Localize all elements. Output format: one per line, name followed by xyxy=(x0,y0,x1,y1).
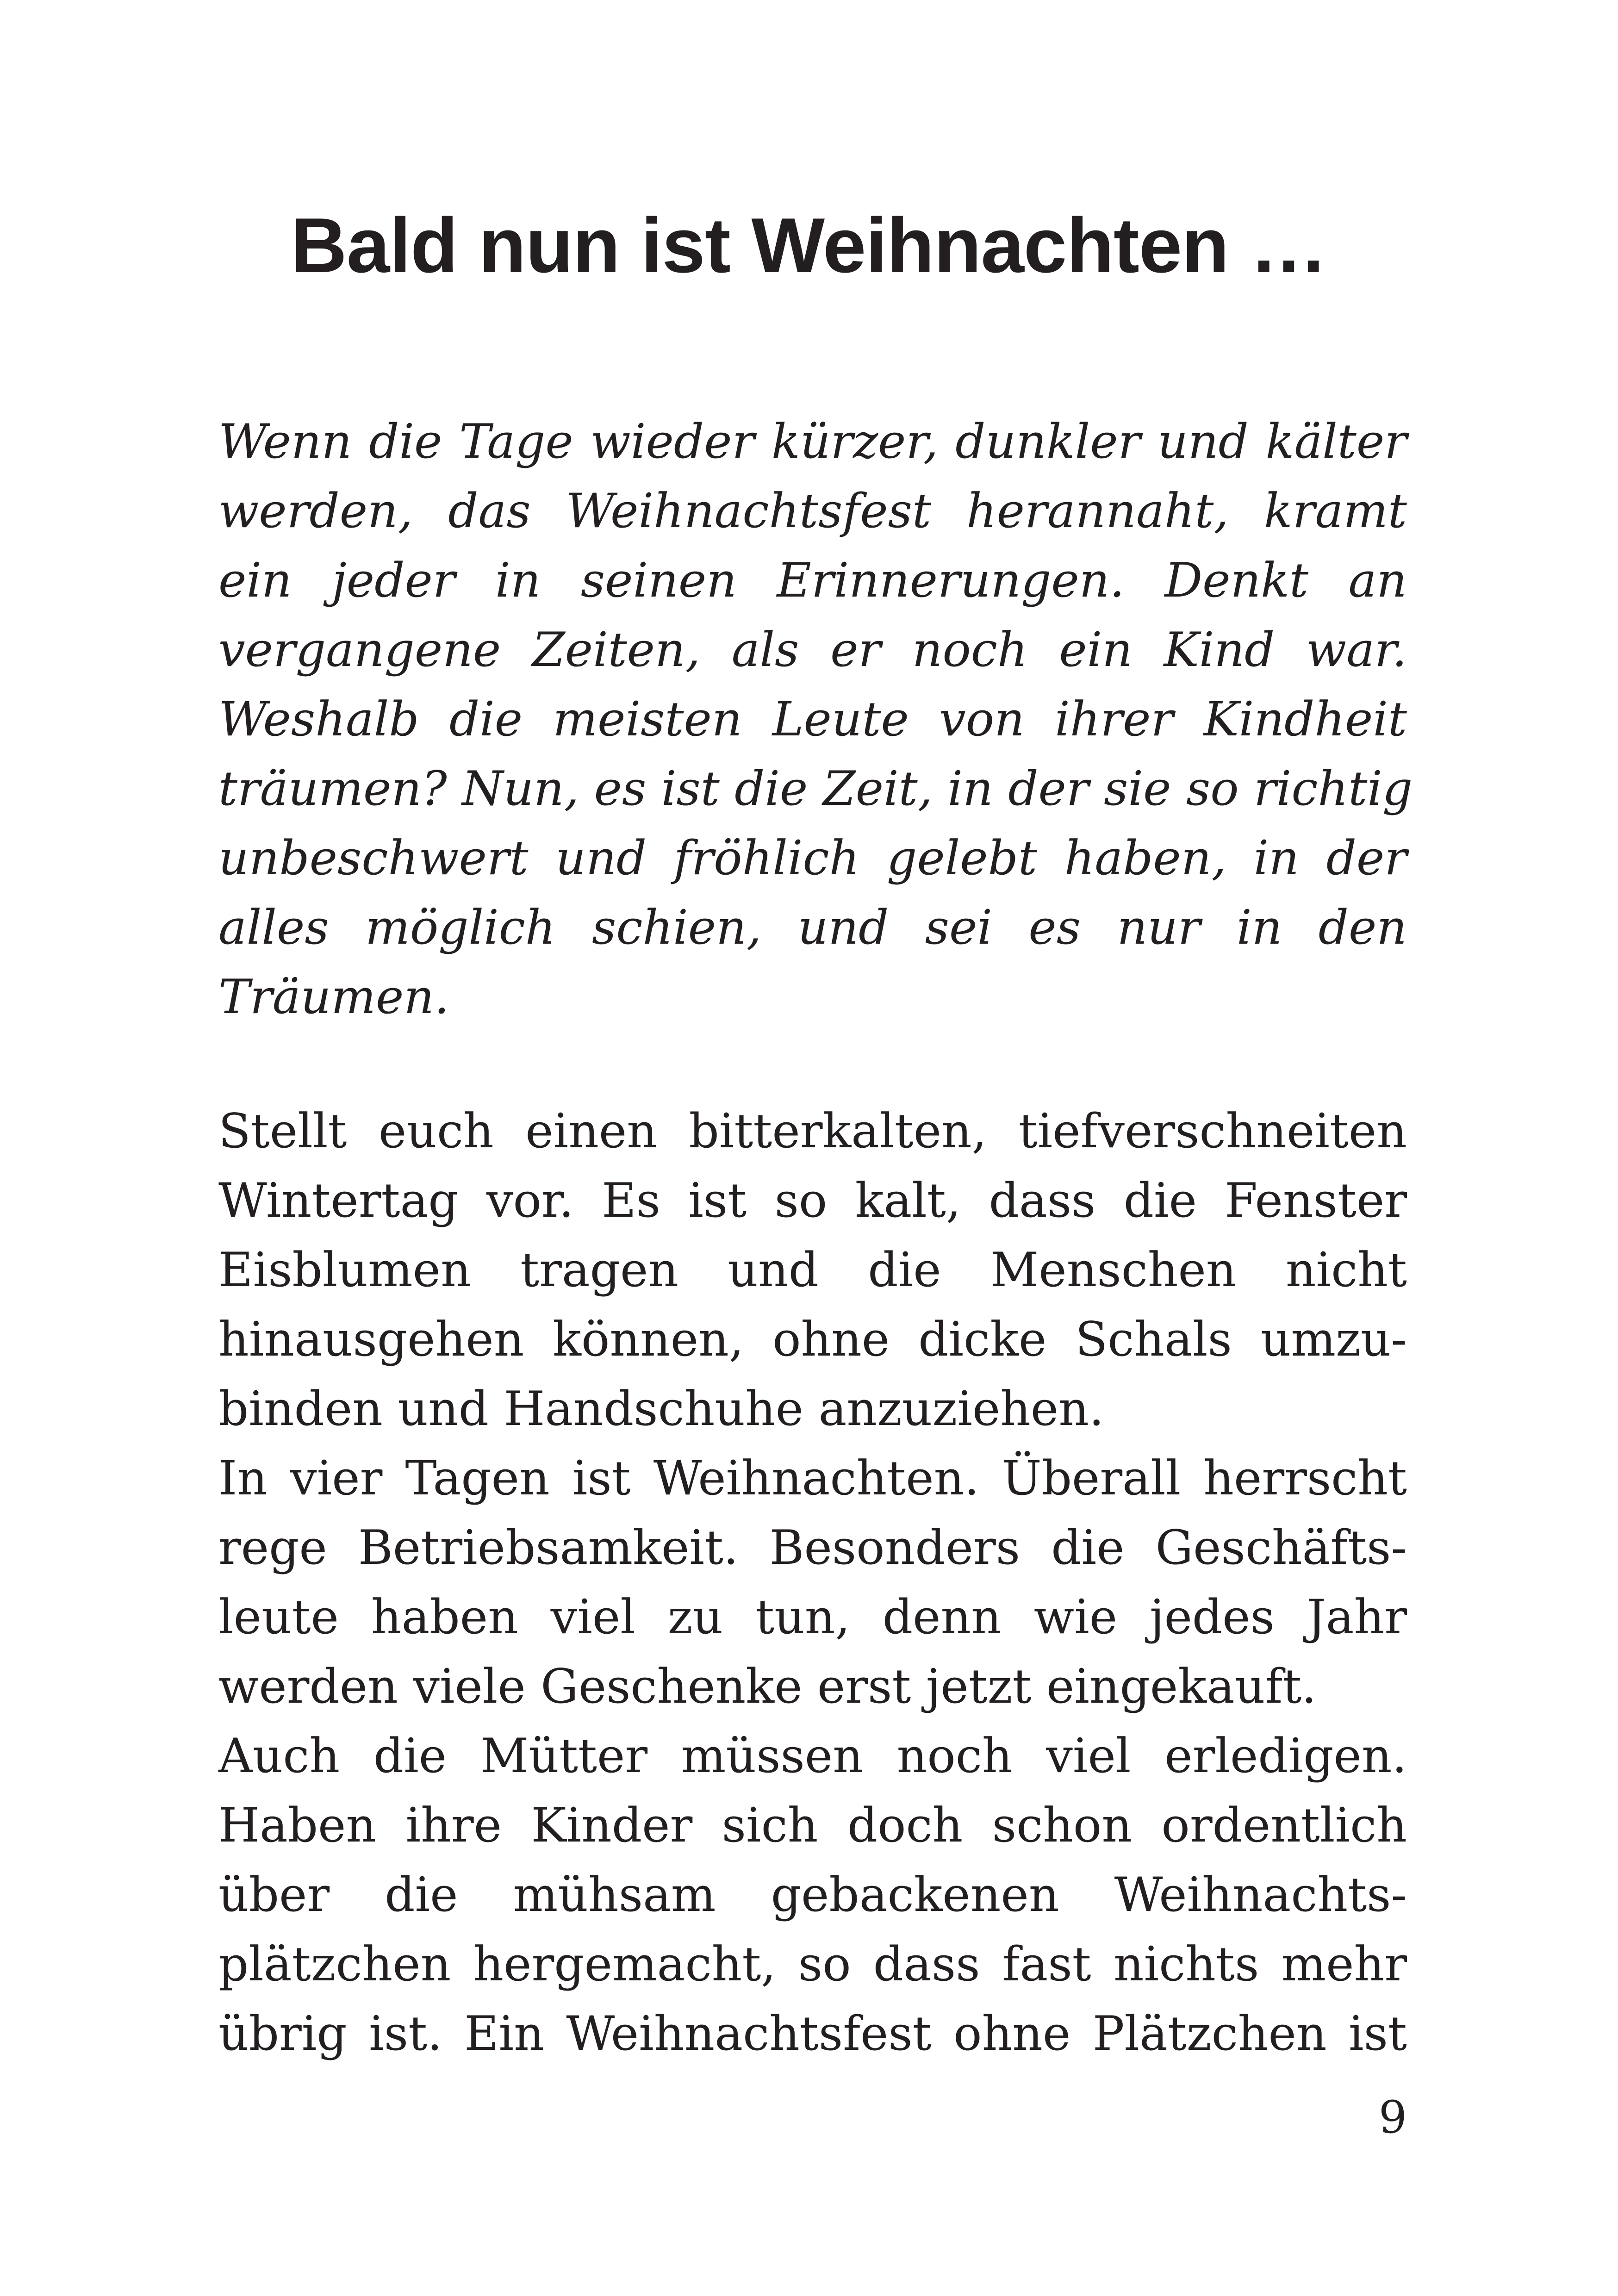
story-line: Stellt euch einen bitterkalten, tiefverschneiten xyxy=(218,1104,1407,1159)
story-line: plätzchen hergemacht, so dass fast nichts mehr xyxy=(218,1937,1407,1992)
story-line: In vier Tagen ist Weihnachten. Überall herrscht xyxy=(218,1451,1407,1506)
intro-line: vergangene Zeiten, als er noch ein Kind war. xyxy=(218,622,1407,678)
intro-paragraph xyxy=(218,407,1413,1032)
story-line: über die mühsam gebackenen Weihnachts- xyxy=(218,1867,1407,1923)
story-line: Wintertag vor. Es ist so kalt, dass die Fenster xyxy=(218,1173,1407,1228)
story-line: Auch die Mütter müssen noch viel erledigen. xyxy=(218,1729,1407,1784)
intro-line: alles möglich schien, und sei es nur in den xyxy=(218,900,1407,955)
story-line: Eisblumen tragen und die Menschen nicht xyxy=(218,1243,1407,1298)
intro-line: Weshalb die meisten Leute von ihrer Kindheit xyxy=(218,692,1407,747)
story-line: binden und Handschuhe anzuziehen. xyxy=(218,1381,1104,1437)
story-line: werden viele Geschenke erst jetzt eingekauft. xyxy=(218,1659,1317,1714)
story-line: leute haben viel zu tun, denn wie jedes Jahr xyxy=(218,1590,1407,1645)
story-text xyxy=(218,1097,1407,2069)
chapter-title: Bald nun ist Weihnachten … xyxy=(291,202,1327,289)
story-line: übrig ist. Ein Weihnachtsfest ohne Plätzchen ist xyxy=(218,2006,1407,2061)
intro-line: werden, das Weihnachtsfest herannaht, kramt xyxy=(218,484,1407,539)
intro-line: Träumen. xyxy=(218,970,449,1025)
intro-line: Wenn die Tage wieder kürzer, dunkler und kälter xyxy=(218,414,1407,469)
intro-line: träumen? Nun, es ist die Zeit, in der sie so richtig xyxy=(218,761,1413,816)
page-number: 9 xyxy=(1378,2091,1407,2143)
story-line: Haben ihre Kinder sich doch schon ordentlich xyxy=(218,1798,1407,1853)
intro-line: unbeschwert und fröhlich gelebt haben, in der xyxy=(218,831,1407,886)
story-line: hinausgehen können, ohne dicke Schals umzu- xyxy=(218,1312,1407,1367)
intro-line: ein jeder in seinen Erinnerungen. Denkt an xyxy=(218,553,1407,608)
story-line: rege Betriebsamkeit. Besonders die Geschäfts- xyxy=(218,1520,1407,1575)
